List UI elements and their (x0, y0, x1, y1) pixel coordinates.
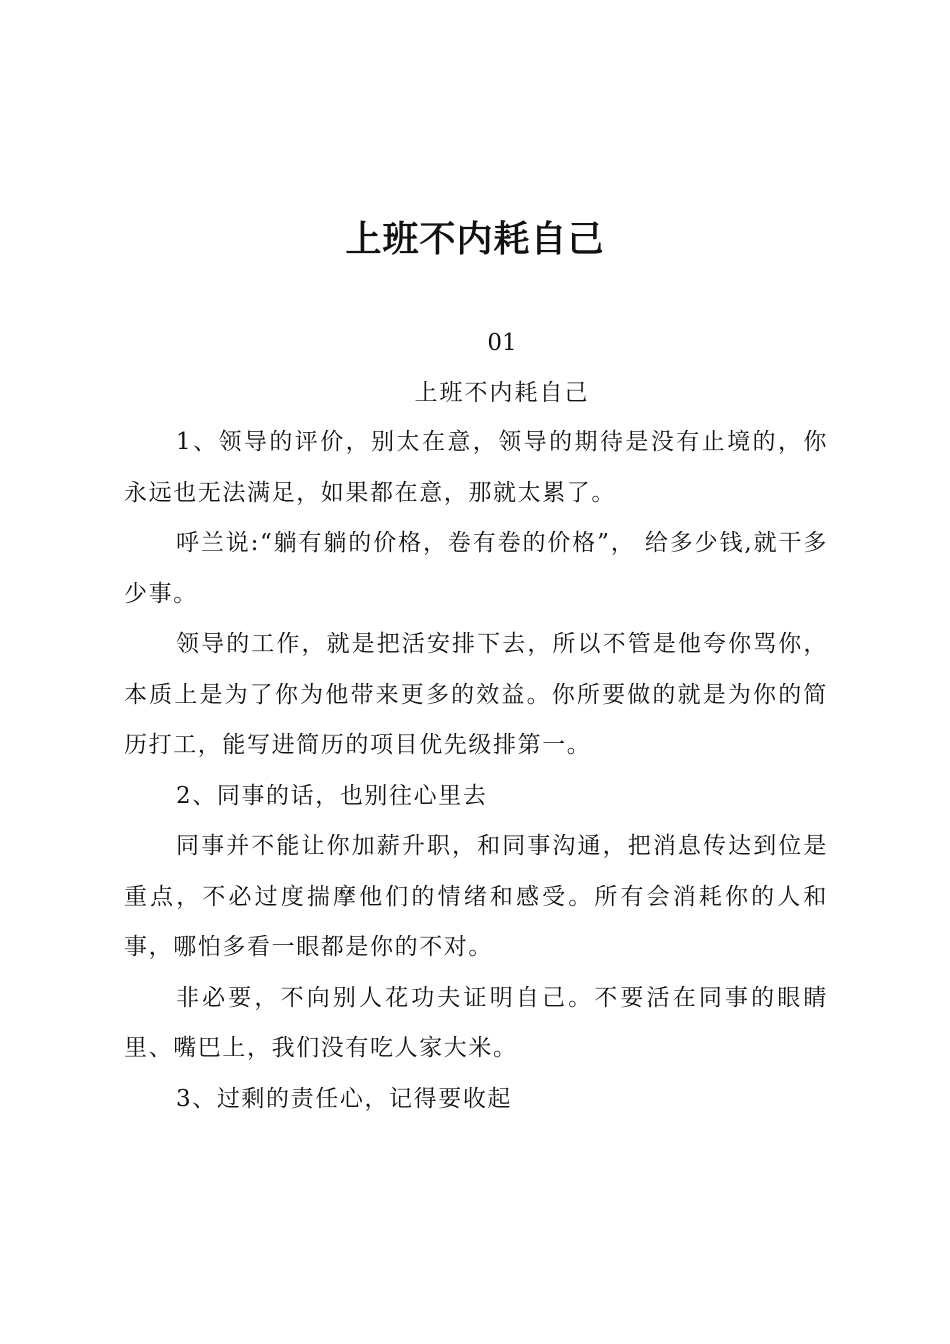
paragraph: 非必要，不向别人花功夫证明自己。不要活在同事的眼睛里、嘴巴上，我们没有吃人家大米。 (124, 984, 828, 1061)
paragraph: 同事并不能让你加薪升职，和同事沟通，把消息传达到位是重点，不必过度揣摩他们的情绪和感受。所有会消耗你的人和事，哪怕多看一眼都是你的不对。 (124, 833, 828, 960)
paragraph: 领导的工作，就是把活安排下去，所以不管是他夸你骂你，本质上是为了你为他带来更多的效益。你所要做的就是为你的简历打工，能写进简历的项目优先级排第一。 (124, 631, 828, 758)
paragraph: 2、同事的话，也别往心里去 (176, 782, 488, 809)
section-number: 01 (487, 330, 517, 356)
section-subtitle: 上班不内耗自己 (414, 380, 590, 406)
document-title: 上班不内耗自己 (345, 218, 605, 260)
paragraph: 呼兰说:“躺有躺的价格，卷有卷的价格”， 给多少钱,就干多少事。 (124, 530, 828, 607)
paragraph: 1、领导的评价，别太在意，领导的期待是没有止境的，你永远也无法满足，如果都在意，那就太累了。 (124, 429, 828, 506)
document-body (124, 417, 828, 1124)
paragraph: 3、过剩的责任心，记得要收起 (176, 1085, 513, 1112)
